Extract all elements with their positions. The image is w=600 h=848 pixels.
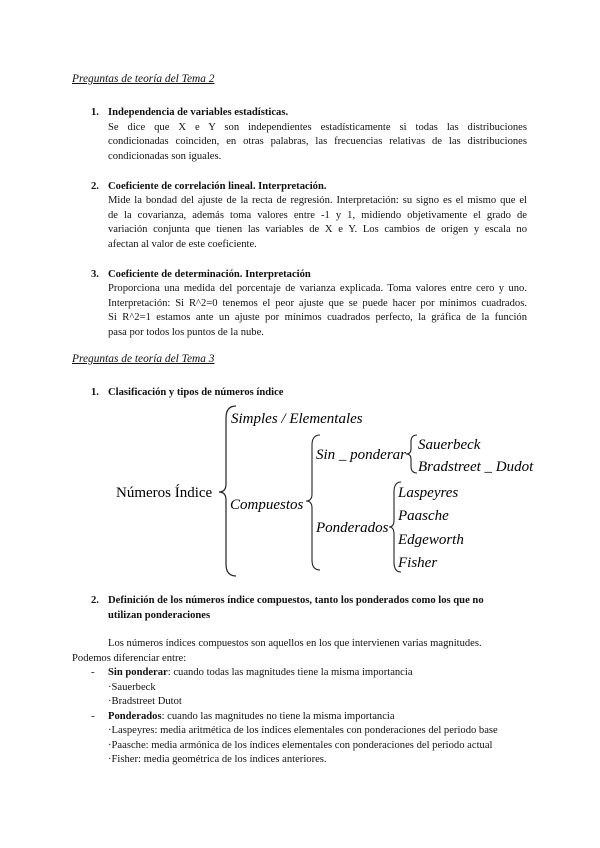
tema3-q2-title-line2: utilizan ponderaciones (108, 610, 211, 621)
brace-main (219, 406, 236, 576)
bullet-ponderados-term: Ponderados (108, 711, 162, 722)
diagram-fisher: Fisher (398, 555, 438, 571)
bullet-ponderados (108, 710, 395, 725)
tema2-q1-title: Independencia de variables estadísticas. (108, 107, 289, 118)
diagram-laspeyres: Laspeyres (398, 485, 459, 501)
tema2-q3-line: pasa por todos los puntos de la nube. (108, 327, 264, 338)
tema3-q1-title: Clasificación y tipos de números índice (108, 387, 284, 398)
diagram-paasche: Paasche (398, 508, 449, 524)
bullet-sin-ponderar-term: Sin ponderar (108, 667, 168, 678)
sub-item: ·Paasche: media armónica de los índices elementales con ponderaciones del periodo actual (108, 740, 493, 751)
tema2-q2-line: variación conjunta que tienen las variables de X e Y. Los cambios de origen y escala no (108, 224, 527, 235)
tema3-q2-number: 2. (91, 595, 99, 606)
diagram-root: Números Índice (116, 485, 213, 501)
tema2-q3-number: 3. (91, 269, 99, 280)
tema2-heading: Preguntas de teoría del Tema 2 (72, 73, 215, 85)
diagram-sin-ponderar: Sin _ ponderar (316, 447, 406, 463)
bullet-ponderados-text: : cuando las magnitudes no tiene la misma importancia (161, 711, 395, 722)
tema2-q1-line: Se dice que X e Y son independientes estadísticamente si todas las distribuciones (108, 122, 527, 133)
tema2-q2-line: Mide la bondad del ajuste de la recta de regresión. Interpretación: su signo es el mismo que el (108, 195, 527, 206)
bullet-sin-ponderar-text: : cuando todas las magnitudes tiene la misma importancia (167, 667, 413, 678)
tema3-heading: Preguntas de teoría del Tema 3 (72, 353, 215, 365)
diagram-sauerbeck: Sauerbeck (418, 437, 481, 453)
tema3-intro-line1: Los números índices compuestos son aquellos en los que intervienen varias magnitudes. (108, 638, 482, 649)
diagram-ponderados: Ponderados (316, 520, 389, 536)
bullet-dash: - (91, 711, 95, 722)
sub-item: ·Fisher: media geométrica de los índices anteriores. (108, 754, 327, 765)
diagram-bradstreet: Bradstreet _ Dudot (418, 459, 534, 475)
sub-item: ·Bradstreet Dutot (108, 696, 182, 707)
tema2-q2-line: de la covarianza, además toma valores entre -1 y 1, midiendo objetivamente el grado de (108, 210, 527, 221)
brace-sin-ponderar (406, 435, 417, 473)
tema2-q3-line: Interpretación: Si R^2=0 tenemos el peor ajuste que se puede hacer por mínimos cuadrados. (108, 298, 527, 309)
tema2-q2-number: 2. (91, 181, 99, 192)
diagram-simples: Simples / Elementales (231, 411, 363, 427)
tema3-intro-line2: Podemos diferenciar entre: (72, 653, 187, 664)
bullet-sin-ponderar (108, 666, 413, 681)
tema2-q3-title: Coeficiente de determinación. Interpretación (108, 269, 311, 280)
diagram-edgeworth: Edgeworth (398, 532, 464, 548)
tema2-q2-line: afectan al valor de este coeficiente. (108, 239, 257, 250)
bullet-dash: - (91, 667, 95, 678)
tema3-q1-number: 1. (91, 387, 99, 398)
sub-item: ·Sauerbeck (108, 682, 156, 693)
tema2-q1-number: 1. (91, 107, 99, 118)
tema2-q2-title: Coeficiente de correlación lineal. Interpretación. (108, 181, 327, 192)
tema2-q3-line: Si R^2=1 estamos ante un ajuste por mínimos cuadrados perfecto, la gráfica de la función (108, 312, 527, 323)
tema2-q1-line: condicionadas coinciden, en otras palabras, las frecuencias relativas de las distribuciones (108, 136, 527, 147)
tema3-q2-title-line1: Definición de los números índice compuestos, tanto los ponderados como los que no (108, 595, 484, 606)
tema2-q1-line: condicionadas son iguales. (108, 151, 222, 162)
diagram-compuestos: Compuestos (230, 497, 304, 513)
sub-item: ·Laspeyres: media aritmética de los índices elementales con ponderaciones del periodo base (108, 725, 498, 736)
tema2-q3-line: Proporciona una medida del porcentaje de varianza explicada. Toma valores entre cero y uno. (108, 283, 527, 294)
